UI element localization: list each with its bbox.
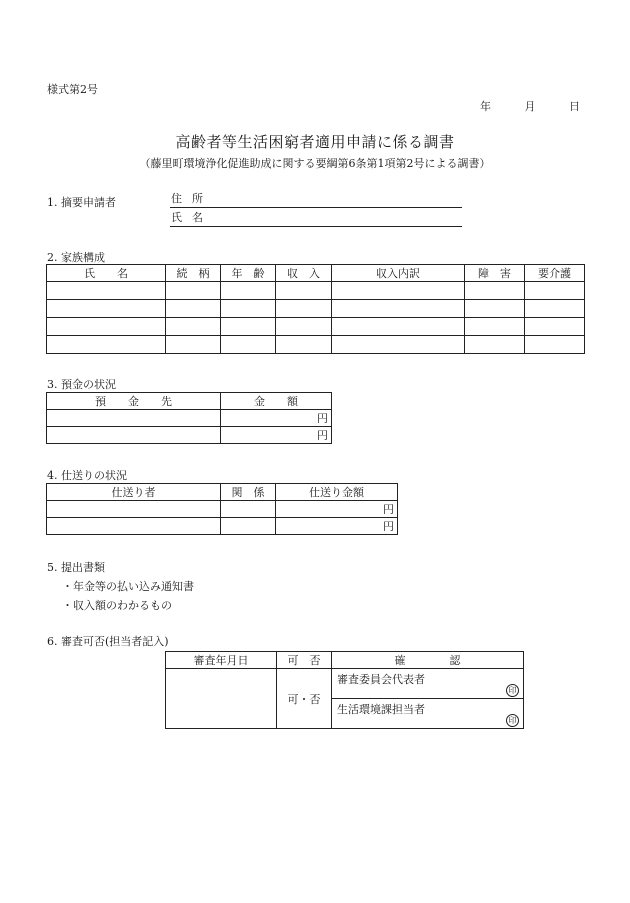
page-subtitle: （藤里町環境浄化促進助成に関する要綱第6条第1項第2号による調書） [139, 157, 491, 170]
allowance-header-row [47, 484, 398, 501]
table-row [47, 427, 332, 444]
committee-confirm-cell[interactable] [332, 669, 524, 699]
review-date-cell[interactable] [166, 669, 277, 729]
family-table [46, 264, 585, 354]
allowance-table [46, 483, 398, 535]
page-title: 高齢者等生活困窮者適用申請に係る調書 [175, 133, 455, 151]
table-row [47, 318, 585, 336]
name-field[interactable] [170, 209, 462, 227]
table-row [47, 518, 398, 535]
section6-label: 6. 審査可否(担当者記入) [47, 635, 169, 648]
col-approval: 可 否 [277, 652, 332, 669]
section2-label: 2. 家族構成 [47, 251, 105, 264]
section4-label: 4. 仕送りの状況 [47, 469, 127, 482]
staff-label: 生活環境課担当者 [337, 703, 425, 716]
deposit-table [46, 392, 332, 444]
col-amount: 金 額 [221, 393, 332, 410]
col-confirm: 確 認 [332, 652, 524, 669]
section5-label: 5. 提出書類 [47, 561, 105, 574]
amount-cell[interactable]: 円 [276, 501, 398, 518]
address-field[interactable] [170, 190, 462, 208]
col-disability: 障 害 [465, 265, 525, 282]
form-number: 様式第2号 [47, 83, 98, 96]
col-income: 収 入 [276, 265, 332, 282]
col-relation: 続 柄 [166, 265, 221, 282]
amount-cell[interactable]: 円 [221, 427, 332, 444]
table-row [166, 669, 524, 699]
list-item: ・年金等の払い込み通知書 [62, 580, 194, 593]
amount-cell[interactable]: 円 [276, 518, 398, 535]
table-row [47, 300, 585, 318]
list-item: ・収入額のわかるもの [62, 599, 172, 612]
committee-label: 審査委員会代表者 [337, 673, 425, 686]
review-table [165, 651, 524, 729]
name-label: 氏名 [171, 211, 213, 224]
col-name: 氏 名 [47, 265, 166, 282]
date-year: 年 [480, 100, 491, 113]
col-relation: 関 係 [221, 484, 276, 501]
family-header-row [47, 265, 585, 282]
section1-label: 1. 摘要申請者 [47, 196, 116, 209]
deposit-header-row [47, 393, 332, 410]
col-income-detail: 収入内訳 [332, 265, 465, 282]
date-month: 月 [524, 100, 536, 113]
approval-cell[interactable]: 可・否 [277, 669, 332, 729]
date-line [480, 98, 580, 114]
staff-confirm-cell[interactable] [332, 699, 524, 729]
seal-icon: 印 [506, 714, 519, 727]
seal-icon: 印 [506, 684, 519, 697]
review-header-row [166, 652, 524, 669]
col-sender: 仕送り者 [47, 484, 221, 501]
table-row [47, 336, 585, 354]
col-allowance-amount: 仕送り金額 [276, 484, 398, 501]
col-age: 年 齢 [221, 265, 276, 282]
date-day: 日 [569, 100, 580, 113]
amount-cell[interactable]: 円 [221, 410, 332, 427]
section3-label: 3. 預金の状況 [47, 378, 116, 391]
table-row [47, 501, 398, 518]
address-label: 住所 [171, 192, 213, 205]
table-row [47, 410, 332, 427]
table-row [47, 282, 585, 300]
col-care: 要介護 [525, 265, 585, 282]
col-bank: 預 金 先 [47, 393, 221, 410]
col-review-date: 審査年月日 [166, 652, 277, 669]
